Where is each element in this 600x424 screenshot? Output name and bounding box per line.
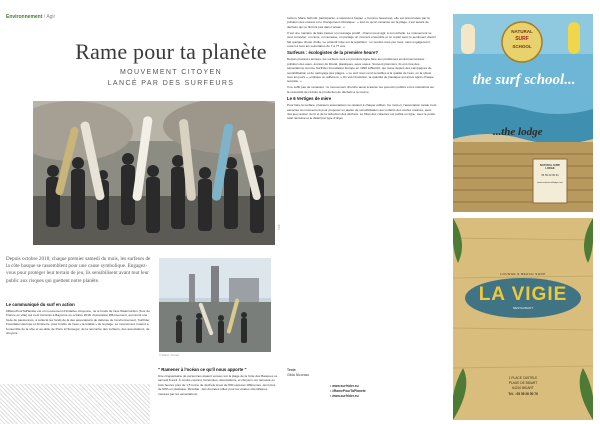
main-photo-credit: ©DR (278, 224, 281, 230)
right-p5: Pour faire la surface, plusieurs associations se relaient à chaque édition. Ce mois-ci, l'association locale s'est associée au mouvement pour proposer un atelier de sensibilisation aux enfants des écoles voisines, avec des jeux autour du tri et de la réduction des déchets. Le bilan des collectes est publié en ligne, avec le poids total ramassé et le détail par type d'objet. (287, 103, 437, 121)
main-photo (33, 101, 275, 245)
link-item[interactable]: • #RamePourTaPlanete (330, 388, 366, 393)
subtitle-line2: LANCÉ PAR DES SURFEURS (107, 80, 235, 87)
la-vigie-addr1: 1 PLACE CASTELE (508, 376, 538, 380)
la-vigie-top: LOUNGE & BEACH SHOP (500, 272, 546, 276)
right-heading-3: Le 6 Vertiges de mère (287, 96, 332, 102)
coastal-surfers-image (159, 258, 271, 352)
link-item[interactable]: • www.surfrider.eu (330, 393, 359, 398)
info-box (287, 368, 327, 377)
right-heading-2: Surfeurs : écologistes de la première heure? (287, 50, 378, 56)
info-author: Gilda Nicoraso (287, 372, 310, 377)
right-p2: C'est une manière de faire passer un message positif : chacun peut agir, à son échelle. Le mouvement se veut convivial : on rame, on ramasse, on partage un moment ensemble et on repart avec le sentiment d'avoir fait quelque chose d'utile. Le collectif mise sur la répétition : un rendez-vous par mois, sans engagement, ouvert à tous les volontaires de 7 à 77 ans. (287, 30, 436, 49)
left-column-body: #RamePourTaPlanète est un mouvement d'initiative citoyenne, né le fondu de l'ass Watersurfers (Tour de France en ville) qui s'est transmis à Bayonne en octobre 2018. Association #Mouvement, qui réunit une foule de passionnés, a collecté les fonds de la des associations de défense de l'environnement, Surfrider Foundation Europe et Finisterre, pour fondre de l'eau « la totalité » de la plage. Le mouvement s'étend à l'ensemble de la côte et au-delà, de Porto à Hossegor, de la rencontre des surfeurs, des associations, de citoyens... (6, 308, 150, 335)
intro-text: Depuis octobre 2018, chaque premier samedi du mois, les surfeurs de la côte basque se rassemblent pour une cause symbolique. Engagez-vous pour protéger leur terrain de jeu, ils sensibilisent avant tout leur public aux risques qui guettent notre planète. (6, 256, 151, 284)
left-column-heading: Le communiqué du surf en action (6, 302, 75, 307)
right-p1: l'action, Marie Schmitt, participante, a répondu à l'appel. « Comme beaucoup, elle est préoccupée par la pollution des océans et le changement climatique : « tout ce qu'on ramasse sur la plage, c'est autant de déchets qui ne finiront pas dans l'océan. » (287, 16, 430, 29)
la-vigie-tagline: RESTAURANT (512, 306, 534, 310)
page-title: Rame pour ta planète (75, 39, 267, 64)
la-vigie-addr3: 64210 BIDART (512, 386, 534, 390)
quote-body: Une cinquantaine de personnes étaient venues sur la plage de la Côte des Basques ce samedi 6 avril. À contre-courant, bénévoles, associations, et citoyens ont ramassé en trois heures près de 1,5 tonne de déchets issus de 830 espèces différentes, dont plus de 60% en plastique. Résultat : des données utiles pour les études scientifiques menées par les associations. (158, 373, 278, 396)
right-column (287, 16, 437, 122)
info-label: Texte (287, 368, 296, 372)
quote-column (158, 367, 278, 398)
school-badge-3: SCHOOL (512, 44, 532, 49)
secondary-photo (159, 258, 271, 352)
ad-surf-school[interactable] (453, 14, 593, 212)
links-box (330, 384, 440, 398)
link-item[interactable]: • www.surfrider.eu (330, 384, 359, 388)
school-badge-2: SURF (515, 36, 529, 42)
right-p4: Il ne suffit pas de ramasser : le mouvement cherche aussi à alerter les pouvoirs publics et les industriels sur la nécessité de réduire la production de déchets à la source. (287, 85, 435, 94)
section-header (6, 14, 55, 20)
lodge-sign-title: NATURAL SURF LODGE (539, 164, 561, 170)
hatch-decoration (0, 384, 150, 424)
lodge-sign-phone: 05 59 43 06 91 (541, 174, 559, 177)
ad-la-vigie[interactable] (453, 218, 593, 420)
la-vigie-name: LA VIGIE (478, 284, 568, 305)
secondary-photo-credit: © Rainer / Pexels (159, 354, 180, 357)
school-badge-1: NATURAL (511, 29, 533, 34)
section-sub: Agir (46, 14, 56, 20)
left-column (6, 302, 152, 337)
quote-heading: " Ramener à l'océan ce qu'il nous apporte " (158, 367, 247, 372)
lodge-script: ...the lodge (493, 126, 543, 138)
right-p3: Depuis plusieurs années, les surfeurs sont en première ligne face aux problèmes environnementaux : pollution des eaux, érosion du littoral, plastiques, eaux usées. Souvent pionniers, ils ont créé des associations comme Surfrider Foundation Europe en 1990 à Biarritz, qui mène depuis des campagnes de sensibilisation et de nettoyage des plages. « Le surf nous rend sensibles à la qualité de l'eau, on la côtoie tous les jours », explique un adhérent. « On voit l'évolution, la quantité de plastique qui arrive après chaque tempête. » (287, 57, 434, 84)
surfers-crowd-image (33, 101, 275, 245)
lodge-sign-url: www.naturalsurflodge.com (537, 182, 563, 184)
section-sep: / (43, 14, 46, 20)
la-vigie-addr2: PLAGE DE BIDART (508, 381, 538, 385)
surf-school-script: the surf school... (472, 72, 576, 88)
la-vigie-phone: Tél. : 05 59 26 50 79 (508, 392, 538, 396)
section-label: Environnement (6, 14, 43, 20)
subtitle-line1: MOUVEMENT CITOYEN (119, 69, 223, 76)
